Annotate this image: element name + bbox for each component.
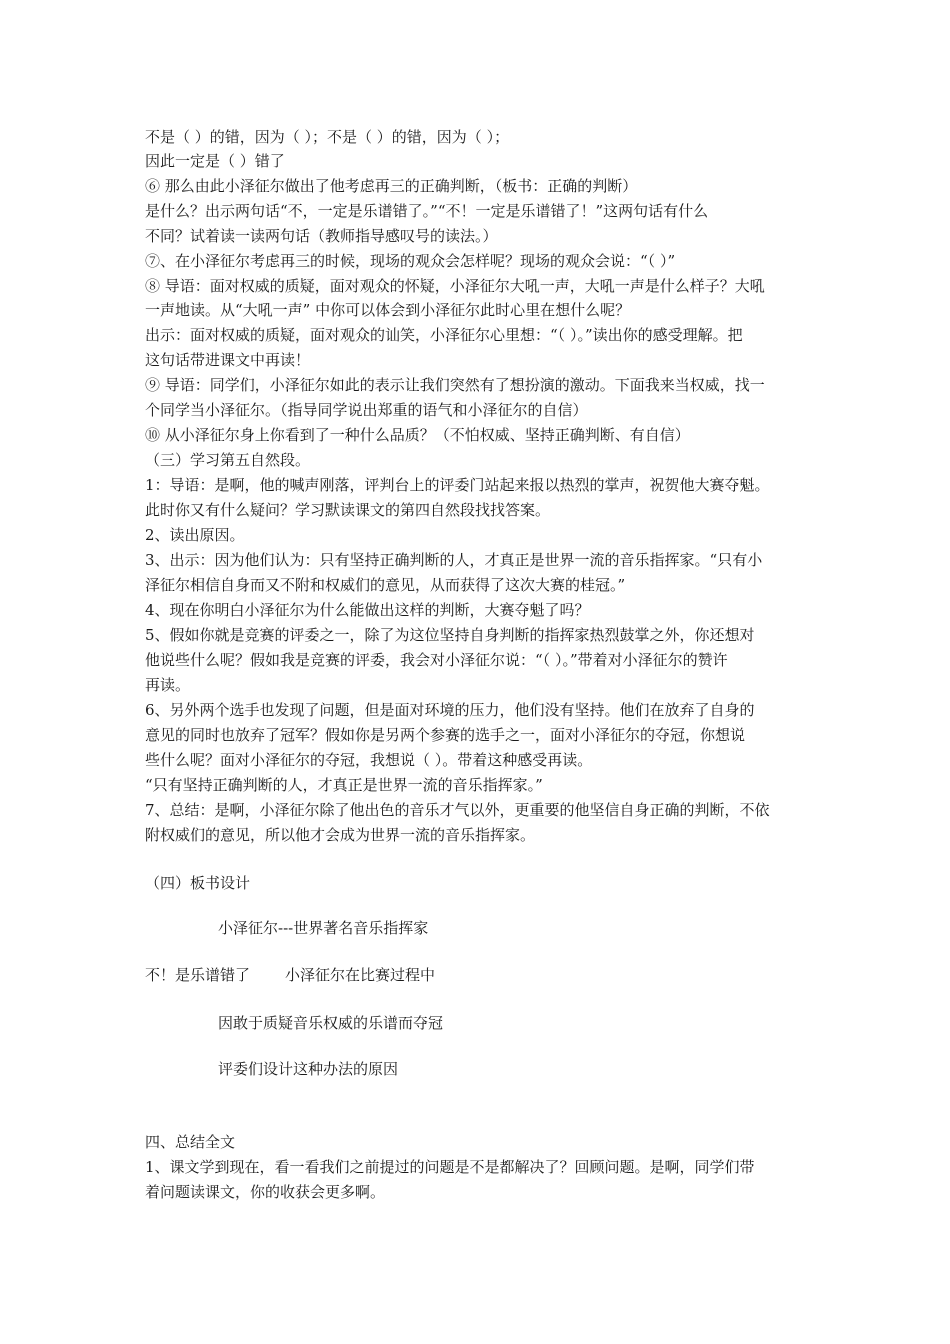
board-line: 因敢于质疑音乐权威的乐谱而夺冠 [218,1014,444,1032]
text-line: ⑨ 导语：同学们，小泽征尔如此的表示让我们突然有了想扮演的激动。下面我来当权威，找一 [145,376,765,394]
text-line: ⑦、在小泽征尔考虑再三的时候，现场的观众会怎样呢？现场的观众会说：“（ ）” [145,252,676,270]
summary-heading: 四、总结全文 [145,1133,236,1151]
text-line: 5、假如你就是竞赛的评委之一，除了为这位坚持自身判断的指挥家热烈鼓掌之外，你还想对 [145,626,755,644]
text-line: 再读。 [145,676,191,694]
board-design-heading: （四）板书设计 [145,874,251,892]
text-line: 个同学当小泽征尔。（指导同学说出郑重的语气和小泽征尔的自信） [145,401,588,419]
text-line: 3、出示：因为他们认为：只有坚持正确判断的人，才真正是世界一流的音乐指挥家。“只有小 [145,551,763,569]
text-line: “只有坚持正确判断的人，才真正是世界一流的音乐指挥家。” [145,776,543,794]
text-line: 2、读出原因。 [145,526,245,544]
text-line: 出示：面对权威的质疑，面对观众的讪笑，小泽征尔心里想：“（ ）。”读出你的感受理解。把 [145,326,743,344]
text-line: 些什么呢？面对小泽征尔的夺冠，我想说（ ）。带着这种感受再读。 [145,751,593,769]
text-line: 意见的同时也放弃了冠军？假如你是另两个参赛的选手之一，面对小泽征尔的夺冠，你想说 [145,726,746,744]
text-line: 此时你又有什么疑问？学习默读课文的第四自然段找找答案。 [145,501,551,519]
text-line: 不是（ ）的错，因为（ ）；不是（ ）的错，因为（ ）； [145,128,510,146]
text-line: ⑩ 从小泽征尔身上你看到了一种什么品质？（不怕权威、坚持正确判断、有自信） [145,426,690,444]
text-line: 不同？试着读一读两句话（教师指导感叹号的读法。） [145,227,498,245]
text-line: 因此一定是（ ）错了 [145,152,285,170]
board-row-left: 不！是乐谱错了 [145,966,251,984]
text-line: 7、总结：是啊，小泽征尔除了他出色的音乐才气以外，更重要的他坚信自身正确的判断，不依 [145,801,770,819]
text-line: ⑥ 那么由此小泽征尔做出了他考虑再三的正确判断，（板书：正确的判断） [145,177,638,195]
text-line: 1：导语：是啊，他的喊声刚落，评判台上的评委门站起来报以热烈的掌声，祝贺他大赛夺魁。 [145,476,770,494]
board-title: 小泽征尔---世界著名音乐指挥家 [218,919,429,937]
text-line: 是什么？出示两句话“不，一定是乐谱错了。”“不！一定是乐谱错了！”这两句话有什么 [145,202,709,220]
text-line: 4、现在你明白小泽征尔为什么能做出这样的判断，大赛夺魁了吗？ [145,601,590,619]
text-line: 一声地读。从“大吼一声” 中你可以体会到小泽征尔此时心里在想什么呢？ [145,301,631,319]
board-row-right: 小泽征尔在比赛过程中 [285,966,436,984]
text-line: 着问题读课文，你的收获会更多啊。 [145,1183,386,1201]
board-line: 评委们设计这种办法的原因 [218,1060,399,1078]
text-line: 附权威们的意见，所以他才会成为世界一流的音乐指挥家。 [145,826,536,844]
text-line: 1、课文学到现在，看一看我们之前提过的问题是不是都解决了？回顾问题。是啊，同学们带 [145,1158,755,1176]
text-line: 6、另外两个选手也发现了问题，但是面对环境的压力，他们没有坚持。他们在放弃了自身的 [145,701,755,719]
text-line: 泽征尔相信自身而又不附和权威们的意见，从而获得了这次大赛的桂冠。” [145,576,626,594]
text-line: 这句话带进课文中再读！ [145,351,311,369]
text-line: ⑧ 导语：面对权威的质疑，面对观众的怀疑，小泽征尔大吼一声，大吼一声是什么样子？大吼 [145,277,765,295]
text-line: 他说些什么呢？假如我是竞赛的评委，我会对小泽征尔说：“（ ）。”带着对小泽征尔的赞许 [145,651,728,669]
section-heading: （三）学习第五自然段。 [145,451,311,469]
